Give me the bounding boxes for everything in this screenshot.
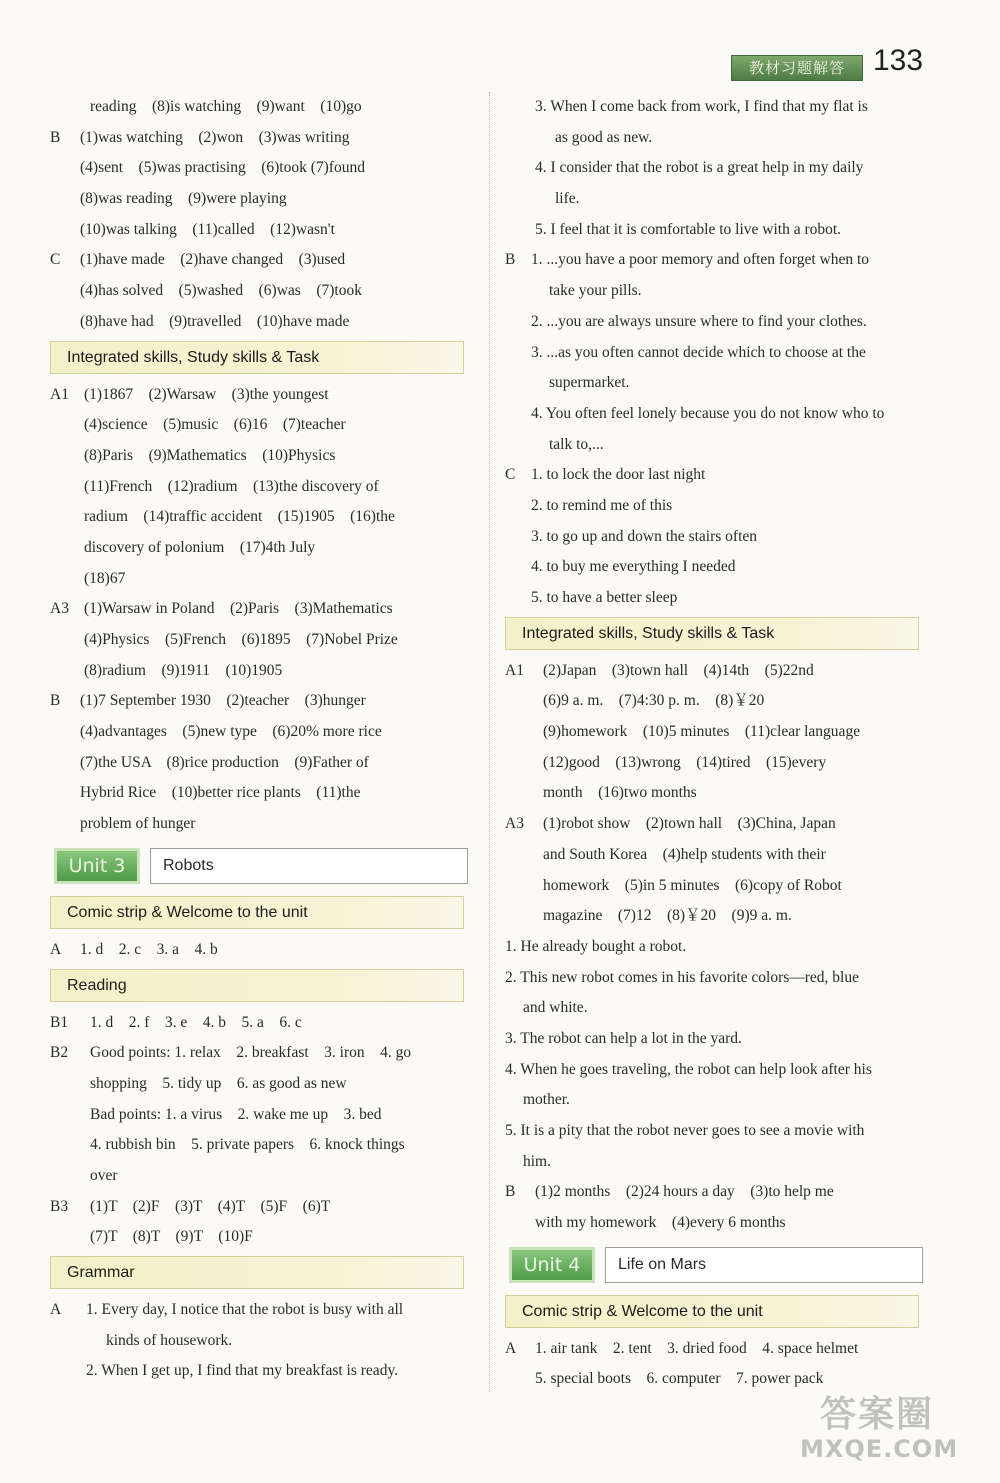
watermark-url: MXQE.COM	[800, 1435, 959, 1463]
answer-text: 5. It is a pity that the robot never goes to see a movie with	[505, 1122, 865, 1139]
answer-text: 1. d 2. c 3. a 4. b	[80, 940, 218, 958]
question-label: A1	[50, 385, 69, 403]
right-column	[505, 92, 930, 1395]
answer-text: 1. d 2. f 3. e 4. b 5. a 6. c	[90, 1013, 302, 1031]
answer-text: (4)Physics (5)French (6)1895 (7)Nobel Prize	[84, 631, 398, 648]
answer-line	[50, 441, 475, 472]
answer-text: homework (5)in 5 minutes (6)copy of Robot	[543, 876, 842, 894]
answer-text: him.	[523, 1152, 551, 1170]
answer-line	[505, 1085, 930, 1116]
answer-text: 3. When I come back from work, I find that my flat is	[535, 98, 868, 115]
unit-header	[505, 1247, 930, 1287]
answer-text: 4. You often feel lonely because you do not know who to	[531, 404, 885, 422]
answer-line	[50, 1161, 475, 1192]
answer-line	[50, 594, 475, 625]
answer-line	[50, 717, 475, 748]
answer-line	[505, 307, 930, 338]
answer-text: kinds of housework.	[106, 1331, 233, 1349]
question-label: B	[505, 1183, 516, 1201]
answer-text: Bad points: 1. a virus 2. wake me up 3. bed	[90, 1105, 382, 1123]
answer-text: (18)67	[84, 569, 126, 587]
answer-text: shopping 5. tidy up 6. as good as new	[90, 1074, 347, 1092]
answer-text: (8)radium (9)1911 (10)1905	[84, 661, 283, 679]
section-header	[50, 969, 464, 1002]
answer-line	[505, 901, 930, 932]
answer-text: 3. to go up and down the stairs often	[531, 527, 758, 545]
answer-line	[50, 1130, 475, 1161]
answer-text: (1)T (2)F (3)T (4)T (5)F (6)T	[90, 1197, 331, 1215]
answer-text: 3. The robot can help a lot in the yard.	[505, 1029, 742, 1047]
answer-line	[505, 1208, 930, 1239]
question-label: B3	[50, 1197, 69, 1215]
answer-line	[50, 410, 475, 441]
answer-text: take your pills.	[549, 282, 642, 300]
answer-line	[50, 935, 475, 966]
answer-text: problem of hunger	[80, 815, 196, 833]
answer-line	[505, 1116, 930, 1147]
answer-text: (11)French (12)radium (13)the discovery of	[84, 477, 379, 495]
answer-text: 4. rubbish bin 5. private papers 6. knock things	[90, 1136, 405, 1154]
answer-line	[505, 1055, 930, 1086]
answer-line	[505, 276, 930, 307]
section-title: Integrated skills, Study skills & Task	[67, 348, 320, 366]
answer-line	[505, 1147, 930, 1178]
answer-line	[505, 932, 930, 963]
answer-text: 5. to have a better sleep	[531, 589, 678, 606]
answer-line	[50, 564, 475, 595]
left-column	[50, 92, 475, 1387]
answer-text: talk to,...	[549, 435, 604, 453]
answer-line	[50, 1008, 475, 1039]
answer-text: radium (14)traffic accident (15)1905 (16)the	[84, 508, 395, 526]
answer-line	[505, 522, 930, 553]
answer-line	[505, 840, 930, 871]
answer-line	[505, 368, 930, 399]
answer-line	[50, 1222, 475, 1253]
answer-text: (6)9 a. m. (7)4:30 p. m. (8)￥20	[543, 692, 765, 710]
answer-line	[50, 1192, 475, 1223]
answer-text: 2. to remind me of this	[531, 496, 673, 514]
answer-text: life.	[555, 190, 580, 208]
answer-text: (8)was reading (9)were playing	[80, 190, 287, 208]
answer-line	[505, 245, 930, 276]
answer-text: (1)robot show (2)town hall (3)China, Japan	[543, 815, 836, 833]
question-label: A3	[505, 815, 524, 833]
answer-line	[50, 809, 475, 840]
answer-line	[50, 502, 475, 533]
answer-text: (9)homework (10)5 minutes (11)clear language	[543, 723, 861, 741]
answer-text: (8)have had (9)travelled (10)have made	[80, 312, 350, 330]
answer-text: (8)Paris (9)Mathematics (10)Physics	[84, 446, 336, 464]
answer-text: 5. special boots 6. computer 7. power pack	[535, 1370, 824, 1388]
answer-text: (1)1867 (2)Warsaw (3)the youngest	[84, 385, 329, 403]
answer-text: (4)has solved (5)washed (6)was (7)took	[80, 282, 362, 300]
answer-text: supermarket.	[549, 374, 630, 392]
answer-text: (1)have made (2)have changed (3)used	[80, 251, 346, 269]
answer-line	[505, 491, 930, 522]
answer-text: (1)Warsaw in Poland (2)Paris (3)Mathematics	[84, 600, 393, 618]
answer-line	[505, 215, 930, 246]
answer-line	[505, 871, 930, 902]
answer-text: magazine (7)12 (8)￥20 (9)9 a. m.	[543, 907, 792, 925]
answer-line	[50, 153, 475, 184]
answer-line	[50, 1326, 475, 1357]
answer-text: 1. ...you have a poor memory and often forget when to	[531, 251, 870, 269]
answer-text: 1. to lock the door last night	[531, 466, 706, 484]
answer-line	[50, 472, 475, 503]
answer-text: 2. This new robot comes in his favorite colors—red, blue	[505, 968, 859, 986]
question-label: C	[50, 251, 61, 269]
header-tag: 教材习题解答	[731, 55, 863, 81]
answer-text: mother.	[523, 1091, 570, 1109]
answer-text: as good as new.	[555, 128, 653, 146]
answer-line	[505, 430, 930, 461]
answer-text: 1. Every day, I notice that the robot is busy with all	[86, 1301, 404, 1318]
section-title: Integrated skills, Study skills & Task	[522, 624, 775, 642]
section-title: Grammar	[67, 1264, 135, 1281]
answer-text: 4. When he goes traveling, the robot can help look after his	[505, 1060, 872, 1078]
answer-text: reading (8)is watching (9)want (10)go	[90, 98, 362, 115]
question-label: C	[505, 466, 516, 484]
answer-text: (2)Japan (3)town hall (4)14th (5)22nd	[543, 661, 814, 679]
answer-line	[505, 1024, 930, 1055]
unit-badge: Unit 4	[509, 1247, 595, 1283]
answer-line	[505, 1177, 930, 1208]
answer-line	[505, 1364, 930, 1395]
answer-line	[50, 276, 475, 307]
answer-text: month (16)two months	[543, 784, 697, 802]
answer-line	[50, 686, 475, 717]
answer-line	[505, 748, 930, 779]
answer-line	[505, 993, 930, 1024]
question-label: B	[505, 251, 516, 269]
section-title: Comic strip & Welcome to the unit	[67, 903, 308, 921]
unit-badge: Unit 3	[54, 848, 140, 884]
answer-line	[505, 809, 930, 840]
answer-line	[505, 583, 930, 614]
answer-line	[505, 686, 930, 717]
question-label: B	[50, 692, 61, 710]
answer-line	[505, 153, 930, 184]
answer-text: (4)advantages (5)new type (6)20% more rice	[80, 723, 382, 741]
answer-line	[505, 460, 930, 491]
answer-text: Hybrid Rice (10)better rice plants (11)the	[80, 784, 361, 802]
answer-line	[505, 123, 930, 154]
question-label: A	[50, 940, 62, 958]
question-label: B	[50, 128, 61, 146]
question-label: A	[50, 1301, 62, 1318]
answer-line	[505, 552, 930, 583]
watermark-logo-text: 答案圈	[820, 1394, 935, 1435]
answer-line	[50, 1100, 475, 1131]
answer-text: 5. I feel that it is comfortable to live with a robot.	[535, 220, 842, 238]
answer-text: (12)good (13)wrong (14)tired (15)every	[543, 753, 827, 771]
answer-text: (10)was talking (11)called (12)wasn't	[80, 220, 335, 238]
answer-text: over	[90, 1166, 118, 1184]
answer-line	[50, 625, 475, 656]
section-header	[50, 896, 464, 929]
answer-line	[50, 307, 475, 338]
answer-text: (4)sent (5)was practising (6)took (7)found	[80, 159, 365, 177]
unit-header	[50, 848, 475, 888]
answer-text: 4. I consider that the robot is a great help in my daily	[535, 159, 864, 177]
question-label: A3	[50, 600, 69, 618]
answer-text: (1)2 months (2)24 hours a day (3)to help me	[535, 1183, 834, 1201]
answer-line	[505, 963, 930, 994]
answer-line	[505, 399, 930, 430]
section-header	[505, 1295, 919, 1328]
answer-line	[50, 1069, 475, 1100]
answer-text: and white.	[523, 999, 588, 1017]
answer-text: 1. air tank 2. tent 3. dried food 4. space helmet	[535, 1339, 859, 1357]
question-label: A1	[505, 661, 524, 679]
question-label: B1	[50, 1013, 69, 1031]
answer-line	[505, 92, 930, 123]
answer-line	[50, 1356, 475, 1387]
page-number: 133	[873, 44, 924, 77]
section-header	[505, 617, 919, 650]
watermark	[800, 1395, 990, 1475]
answer-line	[505, 717, 930, 748]
answer-line	[50, 215, 475, 246]
question-label: B2	[50, 1044, 69, 1062]
answer-text: 2. ...you are always unsure where to find your clothes.	[531, 312, 867, 330]
answer-line	[50, 245, 475, 276]
answer-text: 4. to buy me everything I needed	[531, 558, 736, 576]
answer-text: 3. ...as you often cannot decide which to choose at the	[531, 343, 866, 361]
column-divider	[489, 92, 490, 1392]
answer-text: discovery of polonium (17)4th July	[84, 538, 316, 556]
answer-line	[50, 533, 475, 564]
answer-line	[505, 184, 930, 215]
answer-line	[505, 338, 930, 369]
answer-line	[50, 748, 475, 779]
answer-text: and South Korea (4)help students with their	[543, 845, 826, 863]
answer-line	[50, 380, 475, 411]
section-title: Comic strip & Welcome to the unit	[522, 1302, 763, 1320]
section-header	[50, 341, 464, 374]
answer-line	[50, 1295, 475, 1326]
section-header	[50, 1256, 464, 1289]
answer-line	[505, 656, 930, 687]
answer-line	[505, 1334, 930, 1365]
answer-line	[50, 123, 475, 154]
answer-text: 1. He already bought a robot.	[505, 937, 687, 955]
answer-line	[50, 92, 475, 123]
answer-line	[50, 778, 475, 809]
answer-line	[50, 656, 475, 687]
answer-text: with my homework (4)every 6 months	[535, 1214, 786, 1232]
unit-title: Life on Mars	[605, 1247, 923, 1283]
answer-text: (4)science (5)music (6)16 (7)teacher	[84, 416, 346, 434]
answer-line	[50, 1038, 475, 1069]
answer-text: (1)was watching (2)won (3)was writing	[80, 128, 350, 146]
unit-title: Robots	[150, 848, 468, 884]
answer-text: (1)7 September 1930 (2)teacher (3)hunger	[80, 692, 366, 710]
answer-text: (7)the USA (8)rice production (9)Father of	[80, 753, 369, 771]
answer-text: 2. When I get up, I find that my breakfast is ready.	[86, 1362, 399, 1380]
answer-text: (7)T (8)T (9)T (10)F	[90, 1228, 253, 1246]
answer-line	[50, 184, 475, 215]
section-title: Reading	[67, 976, 127, 994]
question-label: A	[505, 1339, 517, 1357]
answer-text: Good points: 1. relax 2. breakfast 3. iron 4. go	[90, 1044, 412, 1062]
answer-line	[505, 778, 930, 809]
